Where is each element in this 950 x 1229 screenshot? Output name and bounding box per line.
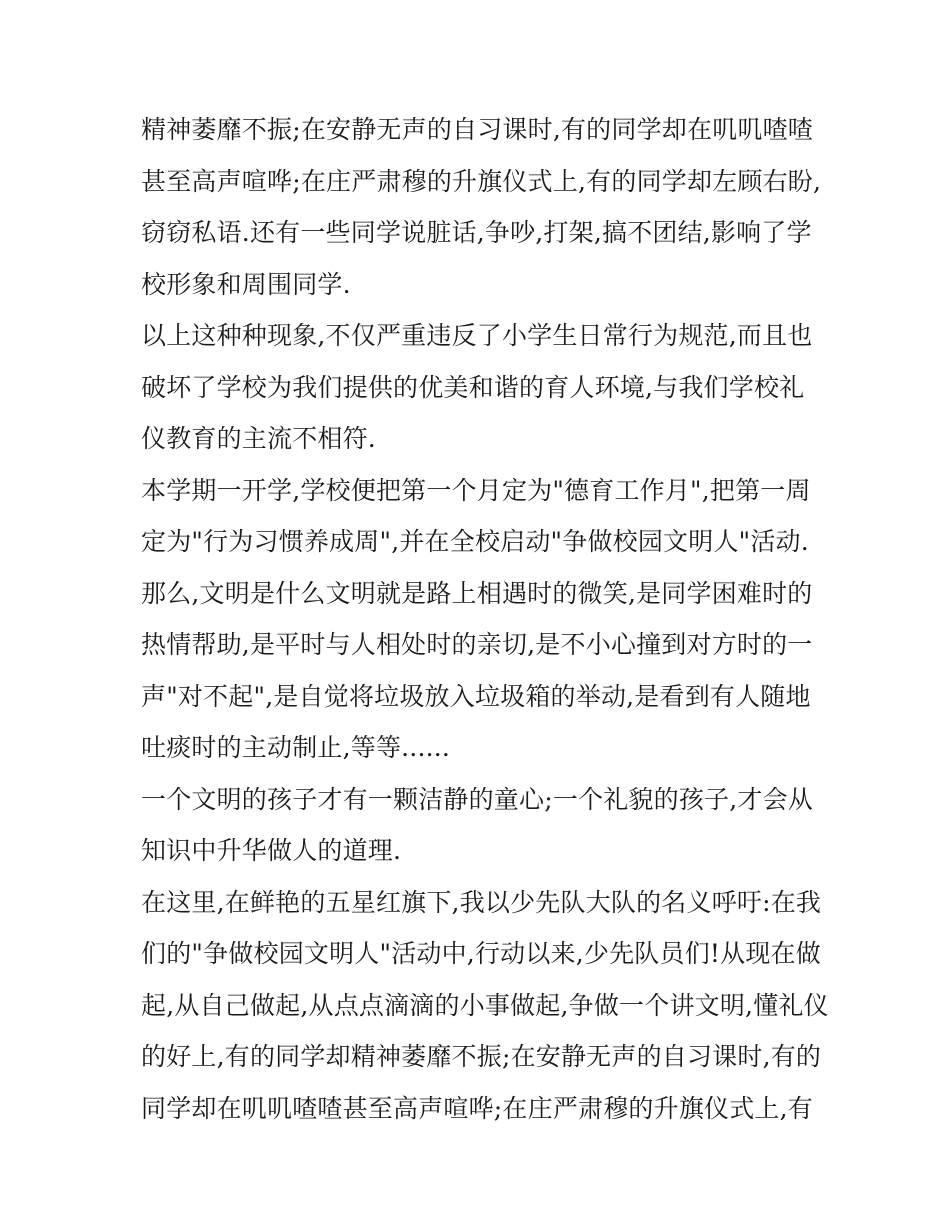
text-line: 们的"争做校园文明人"活动中,行动以来,少先队员们!从现在做 [141,939,821,968]
body-text [141,104,829,1134]
text-line: 起,从自己做起,从点点滴滴的小事做起,争做一个讲文明,懂礼仪 [141,990,829,1020]
text-line: 在这里,在鲜艳的五星红旗下,我以少先队大队的名义呼吁:在我 [141,887,822,917]
text-line: 以上这种种现象,不仅严重违反了小学生日常行为规范,而且也 [141,321,813,350]
text-line: 的好上,有的同学却精神萎靡不振;在安静无声的自习课时,有的 [141,1042,822,1071]
text-line: 精神萎靡不振;在安静无声的自习课时,有的同学却在叽叽喳喳 [141,115,813,144]
text-line: 那么,文明是什么文明就是路上相遇时的微笑,是同学困难时的 [141,578,813,608]
text-line: 校形象和周围同学. [141,269,351,299]
text-line: 甚至高声喧哗;在庄严肃穆的升旗仪式上,有的同学却左顾右盼, [141,166,822,196]
text-line: 破坏了学校为我们提供的优美和谐的育人环境,与我们学校礼 [141,372,805,402]
text-line: 窃窃私语.还有一些同学说脏话,争吵,打架,搞不团结,影响了学 [141,218,812,247]
text-line: 知识中升华做人的道理. [141,836,402,865]
text-line: 本学期一开学,学校便把第一个月定为"德育工作月",把第一周 [141,475,811,505]
text-line: 一个文明的孩子才有一颗洁静的童心;一个礼貌的孩子,才会从 [141,784,813,814]
text-line: 同学却在叽叽喳喳甚至高声喧哗;在庄严肃穆的升旗仪式上,有 [141,1093,813,1123]
text-line: 声"对不起",是自觉将垃圾放入垃圾箱的举动,是看到有人随地 [141,681,811,711]
text-line: 热情帮助,是平时与人相处时的亲切,是不小心撞到对方时的一 [141,630,813,659]
text-line: 定为"行为习惯养成周",并在全校启动"争做校园文明人"活动. [141,527,809,556]
text-line: 仪教育的主流不相符. [141,424,376,453]
text-line: 吐痰时的主动制止,等等...... [141,733,451,762]
